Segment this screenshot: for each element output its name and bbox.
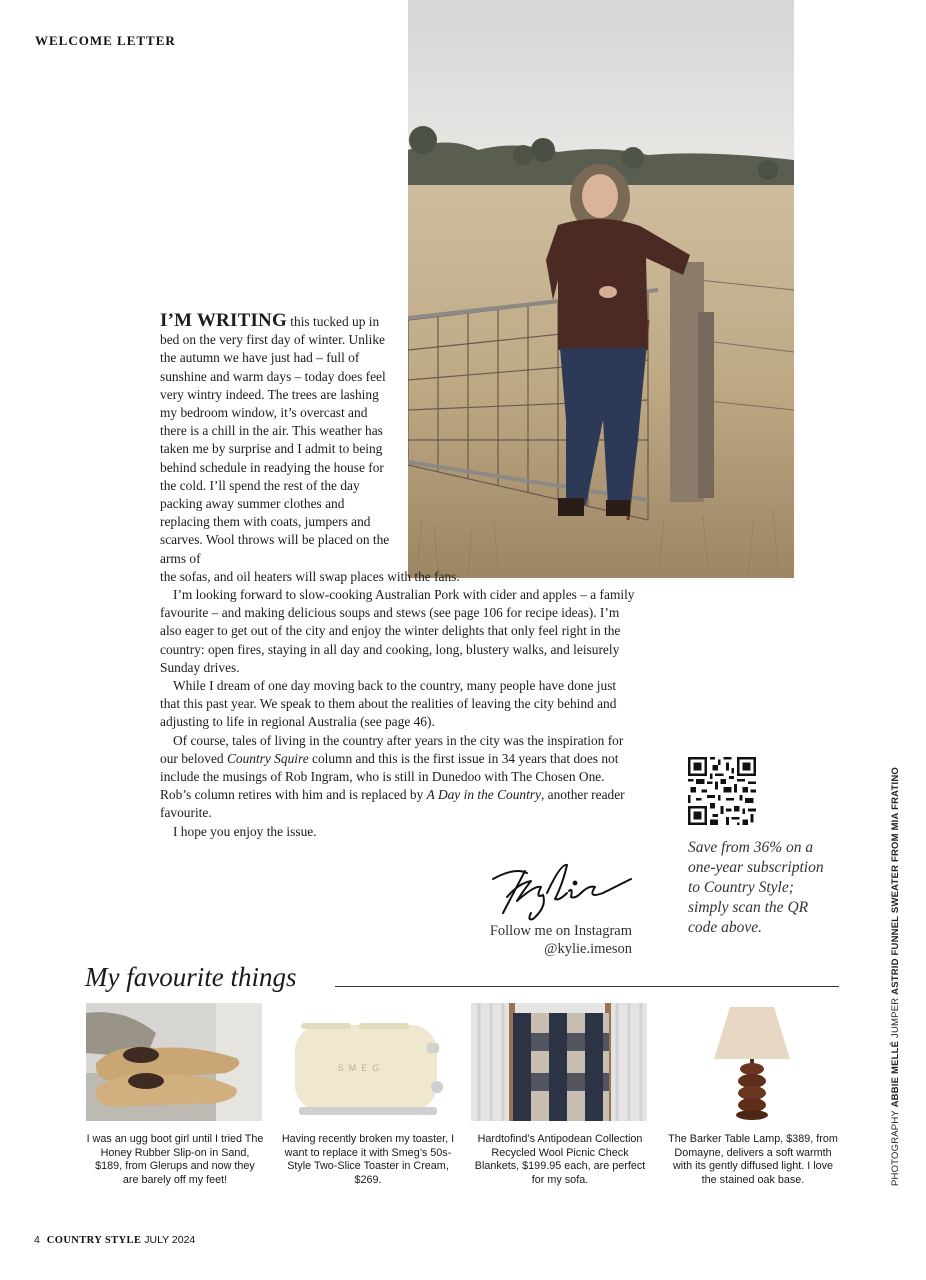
instagram-handle[interactable]: @kylie.imeson	[544, 941, 632, 957]
credit-mid: JUMPER	[890, 994, 901, 1041]
slippers-illustration	[86, 1003, 262, 1121]
qr-code-graphic	[688, 757, 756, 825]
subscription-promo: Save from 36% on a one-year subscription to Country Style; simply scan the QR code above.	[688, 839, 824, 936]
toaster-illustration	[279, 1003, 455, 1121]
lamp-photo	[664, 1003, 840, 1121]
follow-label: Follow me on Instagram	[489, 923, 632, 939]
letter-text: the sofas, and oil heaters will swap places with the fans.	[160, 568, 460, 584]
favourite-item-lamp	[664, 1003, 842, 1187]
issue-date: JULY 2024	[144, 1234, 196, 1246]
magazine-name: COUNTRY STYLE	[46, 1235, 142, 1246]
photo-credit	[890, 767, 901, 1186]
subscription-qr-code[interactable]	[688, 757, 756, 825]
credit-jumper: ASTRID FUNNEL SWEATER FROM MIA FRATINO	[890, 767, 901, 995]
page-footer	[34, 1234, 195, 1246]
credit-prefix: PHOTOGRAPHY	[890, 1107, 901, 1186]
letter-paragraph-3: While I dream of one day moving back to the country, many people have done just that this past year. We speak to them about the realities of leaving the city behind and adjusting to life in regional Australia (see page 46).	[160, 678, 617, 730]
favourite-caption: Having recently broken my toaster, I want to replace it with Smeg’s 50s-Style Two-Slice Toaster in Cream, $269.	[281, 1133, 455, 1186]
letter-paragraph-5: I hope you enjoy the issue.	[173, 823, 317, 839]
letter-paragraph-4	[160, 732, 638, 823]
favourite-item-toaster	[279, 1003, 457, 1187]
page-number: 4	[34, 1234, 40, 1246]
toaster-photo	[279, 1003, 455, 1121]
slippers-photo	[86, 1003, 262, 1121]
blanket-illustration	[471, 1003, 647, 1121]
toaster-brand-logo: SMEG	[337, 1063, 385, 1073]
signature-graphic	[485, 857, 635, 921]
letter-text: this tucked up in bed on the very first day of winter. Unlike the autumn we have just had – full of sunshine and warm days – today does feel very wintry indeed. The trees are lashing my bedroom window, it’s overcast and there is a chill in the air. This weather has taken me by surprise and I admit to being behind schedule in readying the house for the cold. I’ll spend the rest of the day packing away summer clothes and replacing them with coats, jumpers and scarves. Wool throws will be placed on the arms of	[160, 314, 390, 566]
lamp-illustration	[664, 1003, 840, 1121]
lead-word: I’M WRITING	[160, 310, 287, 331]
favourite-item-slippers	[86, 1003, 264, 1187]
letter-text: Of course, tales of living in the country after years in the city was the inspiration for our beloved	[160, 732, 624, 766]
favourites-title: My favourite things	[85, 962, 297, 992]
blanket-photo	[471, 1003, 647, 1121]
letter-paragraph-2: I’m looking forward to slow-cooking Australian Pork with cider and apples – a family favourite – and making delicious soups and stews (see page 106 for recipe ideas). I’m also eager to get out of the city and enjoy the winter delights that only feel right in the country: open fires, staying in all day and cooking, long, blustery walks, and leisurely Sunday drives.	[160, 587, 635, 675]
letter-paragraph-1	[160, 312, 638, 586]
signature	[485, 857, 635, 921]
favourite-caption: I was an ugg boot girl until I tried The Honey Rubber Slip-on in Sand, $189, from Glerups and now they are barely off my feet!	[86, 1133, 264, 1186]
favourites-divider	[335, 986, 839, 987]
favourite-caption: The Barker Table Lamp, $389, from Domayne, delivers a soft warmth with its gently diffused light. I love the stained oak base.	[668, 1133, 838, 1186]
column-title-a-day-in-the-country: A Day in the Country	[426, 787, 541, 803]
letter-text: , another reader favourite.	[160, 787, 625, 821]
favourite-caption: Hardtofind’s Antipodean Collection Recycled Wool Picnic Check Blankets, $199.95 each, are perfect for my sofa.	[474, 1133, 646, 1186]
favourite-item-blanket	[471, 1003, 649, 1187]
letter-body	[160, 312, 638, 841]
credit-photographer: ABBIE MELLÉ	[890, 1040, 901, 1108]
section-label: WELCOME LETTER	[35, 33, 176, 48]
column-title-country-squire: Country Squire	[226, 750, 309, 766]
letter-wrap-around-photo	[160, 312, 396, 568]
instagram-follow	[440, 922, 632, 958]
letter-text: column and this is the first issue in 34 years that does not include the musings of Rob Ingram, who is still in Dunedoo with The Chosen One. Rob’s column retires with him and is replaced by	[160, 750, 619, 803]
